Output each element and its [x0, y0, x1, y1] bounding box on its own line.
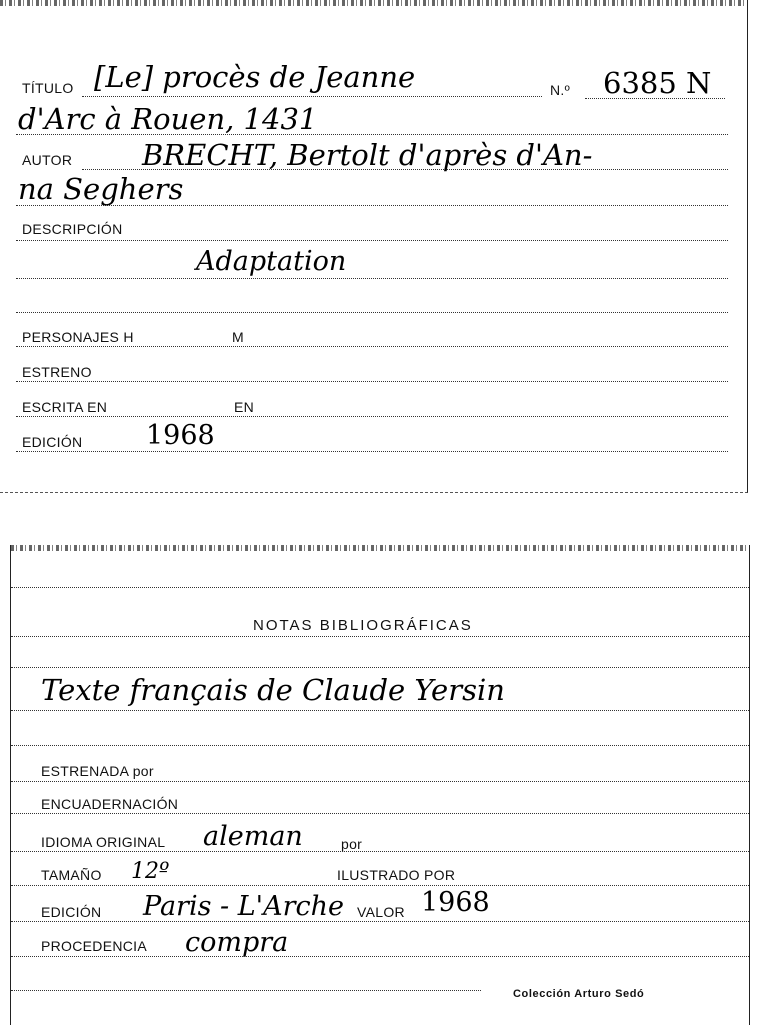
edicion-year: 1968 — [421, 887, 490, 918]
idioma-line — [11, 851, 749, 852]
estrenada-line — [11, 781, 749, 782]
titulo-value-line1: [Le] procès de Jeanne — [94, 60, 416, 94]
catalog-card-front — [0, 0, 748, 493]
escrita-line — [16, 416, 728, 417]
autor-label: AUTOR — [22, 152, 73, 168]
encuadernacion-line — [11, 813, 749, 814]
autor-value-line1: BRECHT, Bertolt d'après d'An- — [142, 138, 593, 172]
titulo-value-line2: d'Arc à Rouen, 1431 — [18, 102, 318, 136]
edicion-label: EDICIÓN — [41, 904, 102, 920]
estreno-line — [16, 381, 728, 382]
notas-title: NOTAS BIBLIOGRÁFICAS — [253, 617, 473, 634]
notas-line-3 — [11, 710, 749, 711]
encuadernacion-label: ENCUADERNACIÓN — [41, 796, 179, 812]
descripcion-value: Adaptation — [196, 246, 347, 277]
estrenada-label: ESTRENADA por — [41, 763, 154, 779]
titulo-label: TÍTULO — [22, 80, 74, 96]
edicion-value: Paris - L'Arche — [143, 891, 344, 922]
idioma-por-label: por — [341, 836, 363, 852]
tamano-value: 12º — [131, 859, 170, 884]
edicion-line — [11, 921, 749, 922]
catalog-card-back — [10, 545, 750, 1025]
tamano-line — [11, 885, 749, 886]
notas-line — [11, 636, 749, 637]
titulo-line — [82, 96, 542, 97]
valor-label: VALOR — [357, 904, 405, 920]
coleccion-stamp: Colección Arturo Sedó — [513, 988, 645, 1000]
notas-line-4 — [11, 745, 749, 746]
descripcion-line-2 — [16, 278, 728, 279]
escrita-label: ESCRITA EN — [22, 399, 108, 415]
procedencia-label: PROCEDENCIA — [41, 938, 147, 954]
notas-top-line — [11, 587, 749, 588]
numero-label: N.º — [550, 82, 571, 98]
procedencia-line — [11, 956, 749, 957]
edicion-line — [16, 451, 728, 452]
ilustrado-label: ILUSTRADO POR — [337, 867, 456, 883]
descripcion-line-3 — [16, 312, 728, 313]
idioma-label: IDIOMA ORIGINAL — [41, 834, 166, 850]
numero-value: 6385 N — [603, 66, 712, 100]
descripcion-label: DESCRIPCIÓN — [22, 221, 123, 237]
procedencia-line-2 — [11, 990, 481, 991]
personajes-m-label: M — [232, 329, 244, 345]
estreno-label: ESTRENO — [22, 364, 92, 380]
autor-value-line2: na Seghers — [18, 172, 184, 206]
edicion-value: 1968 — [146, 420, 215, 451]
escrita-en-label: EN — [234, 399, 255, 415]
descripcion-line — [16, 240, 728, 241]
personajes-label: PERSONAJES H — [22, 329, 134, 345]
idioma-value: aleman — [203, 821, 303, 852]
procedencia-value: compra — [185, 927, 289, 958]
notas-value: Texte français de Claude Yersin — [41, 673, 505, 707]
card-torn-edge — [0, 0, 747, 6]
personajes-line — [16, 346, 728, 347]
notas-line-2 — [11, 667, 749, 668]
tamano-label: TAMAÑO — [41, 867, 102, 883]
card-torn-edge — [11, 545, 749, 551]
edicion-label: EDICIÓN — [22, 434, 83, 450]
